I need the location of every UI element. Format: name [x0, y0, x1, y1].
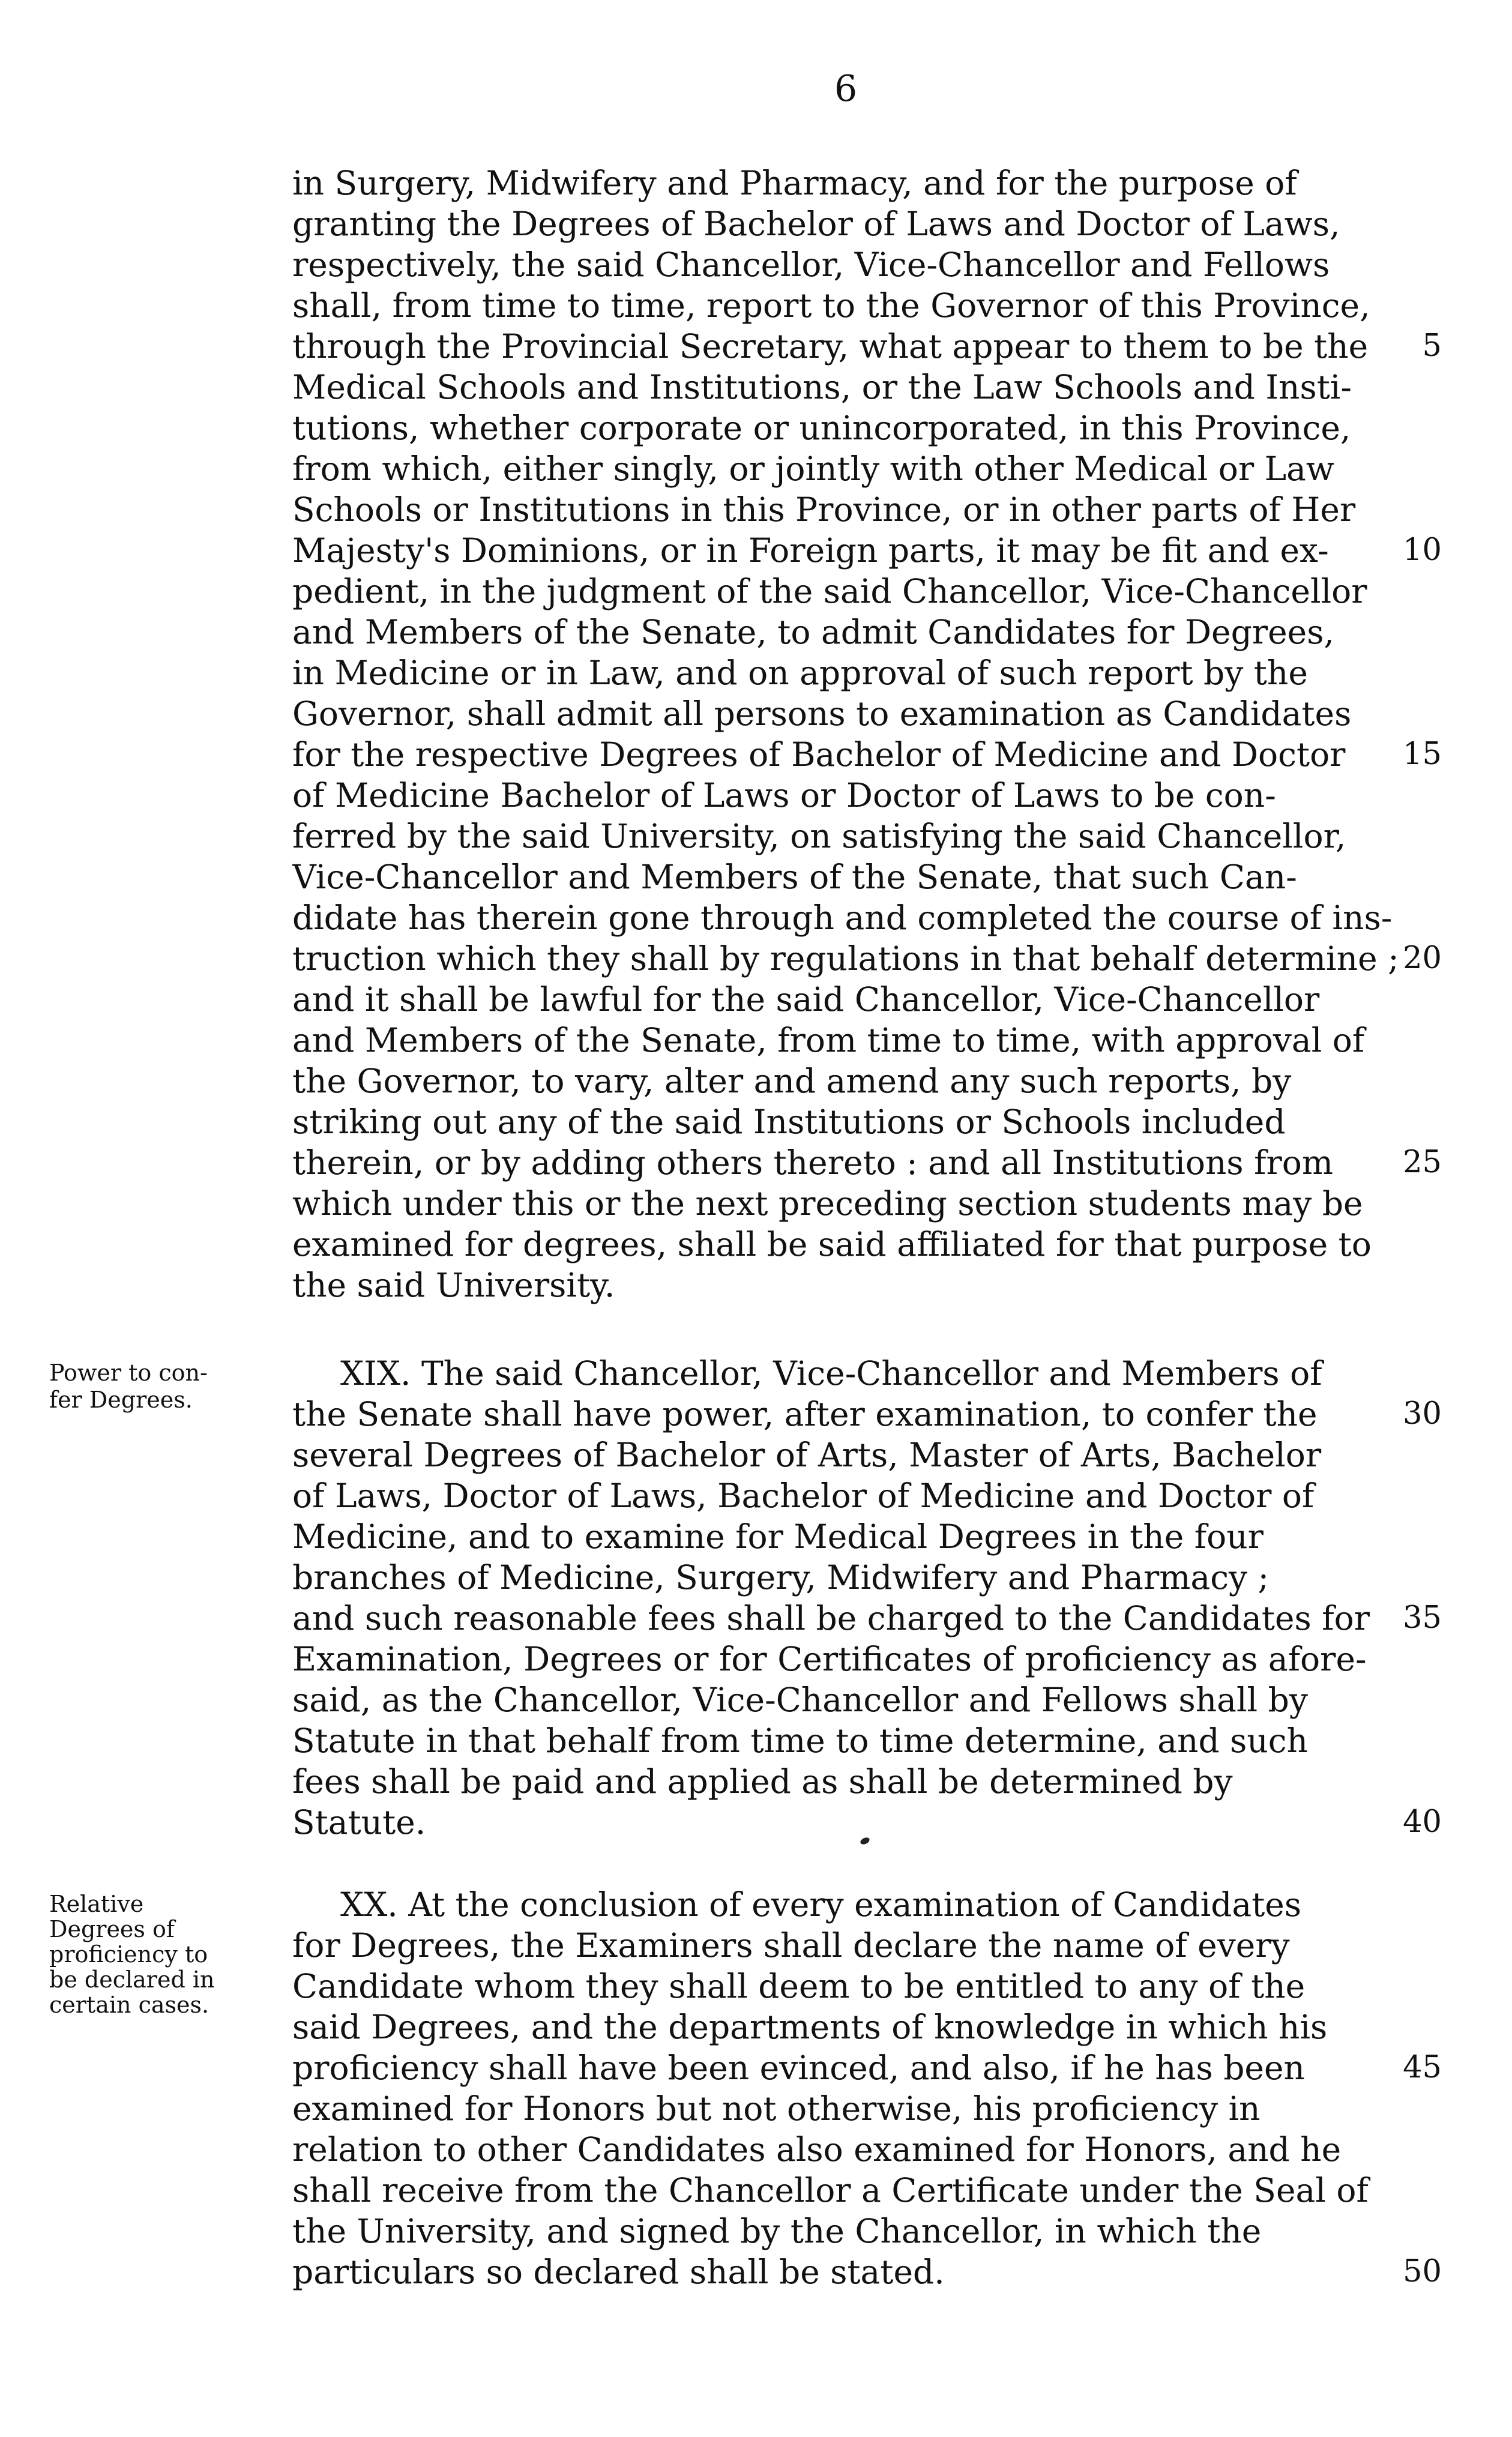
text-line: Medical Schools and Institutions, or the Law Schools and Insti-	[292, 368, 1352, 406]
text-line: shall, from time to time, report to the Governor of this Province,	[292, 286, 1370, 325]
text-line: Schools or Institutions in this Province, or in other parts of Her	[292, 490, 1356, 529]
text-line: ferred by the said University, on satisfying the said Chancellor,	[292, 817, 1346, 855]
sidenote-line: Degrees of	[49, 1916, 175, 1942]
text-line: the Senate shall have power, after examination, to confer the	[292, 1395, 1318, 1433]
text-line: which under this or the next preceding section students may be	[292, 1184, 1363, 1223]
text-line: examined for degrees, shall be said affiliated for that purpose to	[292, 1225, 1372, 1264]
text-line: from which, either singly, or jointly with other Medical or Law	[292, 450, 1334, 488]
text-line: and it shall be lawful for the said Chancellor, Vice-Chancellor	[292, 980, 1320, 1019]
line-number: 35	[1403, 1600, 1442, 1636]
text-line: granting the Degrees of Bachelor of Laws and Doctor of Laws,	[292, 205, 1340, 243]
sidenote-line: Power to con-	[49, 1360, 208, 1386]
text-line: Majesty's Dominions, or in Foreign parts, it may be fit and ex-	[292, 531, 1329, 570]
text-line: truction which they shall by regulations in that behalf determine ;	[292, 939, 1399, 978]
text-line: Examination, Degrees or for Certificates of proficiency as afore-	[292, 1640, 1367, 1678]
text-line: in Medicine or in Law, and on approval of such report by the	[292, 654, 1308, 692]
text-line: for the respective Degrees of Bachelor of Medicine and Doctor	[292, 735, 1346, 774]
text-line: therein, or by adding others thereto : and all Institutions from	[292, 1143, 1334, 1182]
text-line: Statute.	[292, 1803, 426, 1842]
section-heading-line: XIX. The said Chancellor, Vice-Chancellor and Members of	[340, 1354, 1322, 1393]
text-line: for Degrees, the Examiners shall declare the name of every	[292, 1926, 1290, 1965]
text-line: pedient, in the judgment of the said Chancellor, Vice-Chancellor	[292, 572, 1367, 610]
line-number: 15	[1403, 737, 1442, 772]
line-number: 40	[1403, 1804, 1442, 1840]
sidenote-line: proficiency to	[49, 1941, 208, 1968]
text-line: said Degrees, and the departments of knowledge in which his	[292, 2008, 1328, 2046]
text-line: Vice-Chancellor and Members of the Senate, that such Can-	[292, 858, 1297, 896]
text-line: proficiency shall have been evinced, and also, if he has been	[292, 2049, 1305, 2087]
text-line: and Members of the Senate, to admit Candidates for Degrees,	[292, 613, 1334, 651]
sidenote-line: Relative	[49, 1891, 144, 1917]
page-number: 6	[834, 68, 858, 110]
text-line: Candidate whom they shall deem to be entitled to any of the	[292, 1967, 1306, 2005]
text-line: particulars so declared shall be stated.	[292, 2253, 945, 2291]
line-number: 20	[1403, 941, 1442, 976]
sidenote-line: fer Degrees.	[49, 1387, 193, 1413]
line-number: 10	[1403, 532, 1442, 568]
text-line: of Medicine Bachelor of Laws or Doctor of Laws to be con-	[292, 776, 1276, 815]
text-line: through the Provincial Secretary, what appear to them to be the	[292, 327, 1369, 366]
text-line: examined for Honors but not otherwise, his proficiency in	[292, 2089, 1261, 2128]
line-number: 25	[1403, 1145, 1442, 1180]
sidenote-line: be declared in	[49, 1966, 215, 1993]
text-line: respectively, the said Chancellor, Vice-Chancellor and Fellows	[292, 246, 1330, 284]
text-line: relation to other Candidates also examined for Honors, and he	[292, 2130, 1342, 2169]
line-number: 5	[1422, 328, 1442, 364]
text-line: in Surgery, Midwifery and Pharmacy, and for the purpose of	[292, 164, 1297, 202]
text-line: Governor, shall admit all persons to examination as Candidates	[292, 694, 1352, 733]
section-heading-line: XX. At the conclusion of every examination of Candidates	[340, 1885, 1302, 1924]
text-line: and such reasonable fees shall be charged to the Candidates for	[292, 1599, 1370, 1637]
text-line: shall receive from the Chancellor a Certificate under the Seal of	[292, 2171, 1369, 2210]
text-line: said, as the Chancellor, Vice-Chancellor and Fellows shall by	[292, 1681, 1308, 1719]
sidenote-line: certain cases.	[49, 1992, 209, 2018]
text-line: Statute in that behalf from time to time determine, and such	[292, 1722, 1309, 1760]
text-line: branches of Medicine, Surgery, Midwifery and Pharmacy ;	[292, 1558, 1270, 1597]
text-line: the said University.	[292, 1266, 615, 1304]
text-line: tutions, whether corporate or unincorporated, in this Province,	[292, 409, 1351, 447]
text-line: fees shall be paid and applied as shall be determined by	[292, 1762, 1233, 1801]
text-line: didate has therein gone through and completed the course of ins-	[292, 899, 1393, 937]
text-line: of Laws, Doctor of Laws, Bachelor of Medicine and Doctor of	[292, 1477, 1315, 1515]
text-line: the University, and signed by the Chancellor, in which the	[292, 2212, 1262, 2250]
line-number: 45	[1403, 2050, 1442, 2085]
text-line: Medicine, and to examine for Medical Degrees in the four	[292, 1517, 1264, 1556]
text-line: several Degrees of Bachelor of Arts, Master of Arts, Bachelor	[292, 1436, 1322, 1474]
line-number: 50	[1403, 2254, 1442, 2289]
line-number: 30	[1403, 1396, 1442, 1432]
text-line: the Governor, to vary, alter and amend any such reports, by	[292, 1062, 1292, 1100]
text-line: striking out any of the said Institutions or Schools included	[292, 1103, 1286, 1141]
text-line: and Members of the Senate, from time to time, with approval of	[292, 1021, 1365, 1059]
